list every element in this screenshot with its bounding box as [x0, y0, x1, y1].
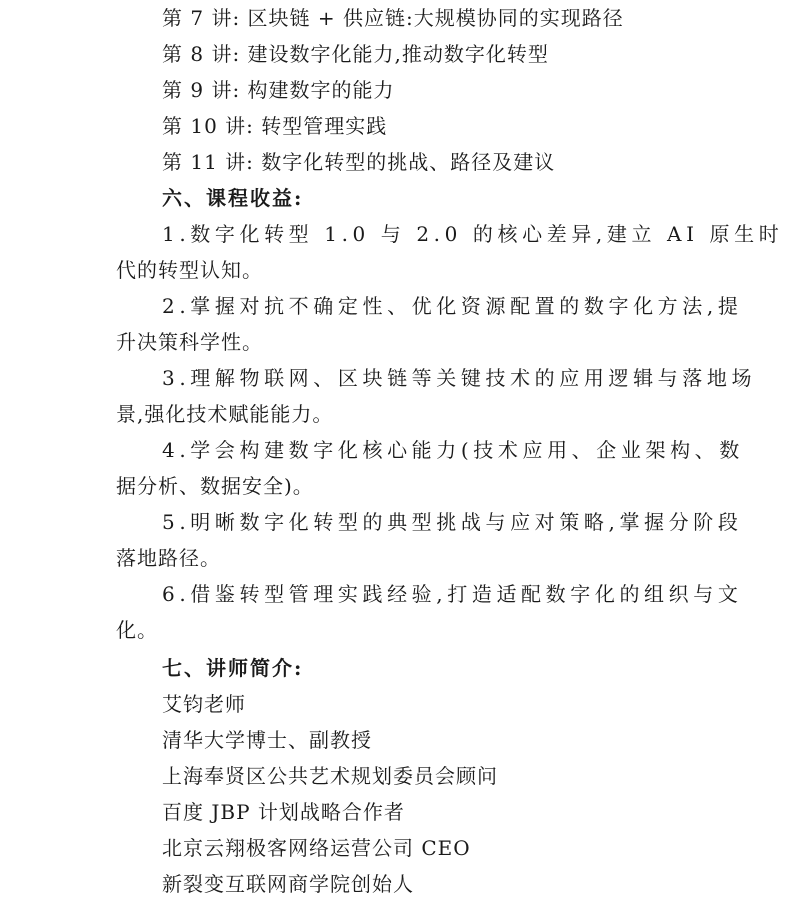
- instructor-credential: 百度 JBP 计划战略合作者: [162, 800, 405, 824]
- instructor-credential: 新裂变互联网商学院创始人: [162, 872, 414, 896]
- benefit-line: 4.学会构建数字化核心能力(技术应用、企业架构、数: [162, 438, 744, 462]
- benefit-line-continued: 化。: [116, 618, 158, 642]
- benefit-line-continued: 落地路径。: [116, 546, 221, 570]
- benefit-line-continued: 景,强化技术赋能能力。: [116, 402, 334, 426]
- instructor-credential: 北京云翔极客网络运营公司 CEO: [162, 836, 471, 860]
- instructor-credential: 上海奉贤区公共艺术规划委员会顾问: [162, 764, 498, 788]
- benefit-line-continued: 升决策科学性。: [116, 330, 263, 354]
- section-heading-benefits: 六、课程收益:: [162, 186, 304, 210]
- benefit-line: 6.借鉴转型管理实践经验,打造适配数字化的组织与文: [162, 582, 743, 606]
- instructor-credential: 清华大学博士、副教授: [162, 728, 372, 752]
- lecture-item: 第 8 讲: 建设数字化能力,推动数字化转型: [162, 42, 549, 66]
- lecture-item: 第 7 讲: 区块链 + 供应链:大规模协同的实现路径: [162, 6, 624, 30]
- section-heading-instructor: 七、讲师简介:: [162, 656, 304, 680]
- benefit-line-continued: 据分析、数据安全)。: [116, 474, 314, 498]
- benefit-line: 5.明晰数字化转型的典型挑战与应对策略,掌握分阶段: [162, 510, 743, 534]
- benefit-line: 3.理解物联网、区块链等关键技术的应用逻辑与落地场: [162, 366, 757, 390]
- instructor-name: 艾钧老师: [162, 692, 246, 716]
- lecture-item: 第 10 讲: 转型管理实践: [162, 114, 388, 138]
- benefit-line: 1.数字化转型 1.0 与 2.0 的核心差异,建立 AI 原生时: [162, 222, 784, 246]
- benefit-line: 2.掌握对抗不确定性、优化资源配置的数字化方法,提: [162, 294, 743, 318]
- lecture-item: 第 11 讲: 数字化转型的挑战、路径及建议: [162, 150, 556, 174]
- benefit-line-continued: 代的转型认知。: [116, 258, 263, 282]
- lecture-item: 第 9 讲: 构建数字的能力: [162, 78, 395, 102]
